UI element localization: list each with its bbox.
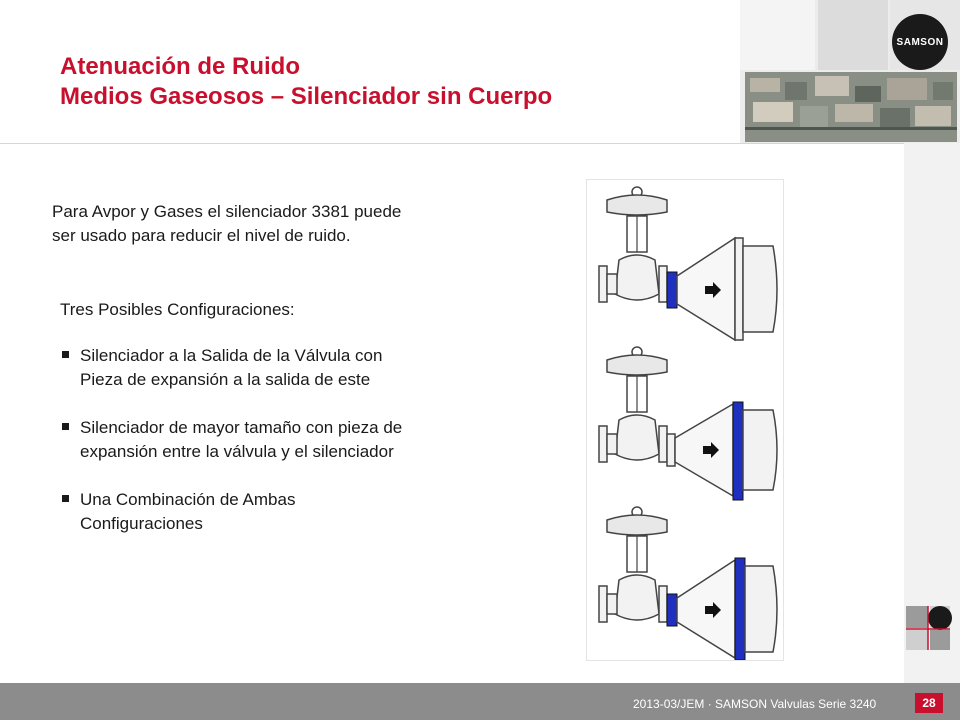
bullet-square-icon xyxy=(62,351,69,358)
bullet-square-icon xyxy=(62,423,69,430)
aerial-city-photo xyxy=(745,72,957,142)
configurations-heading: Tres Posibles Configuraciones: xyxy=(60,300,295,319)
list-item-line: Una Combinación de Ambas xyxy=(80,490,296,509)
list-item xyxy=(60,488,520,536)
samson-group-logo xyxy=(900,600,956,662)
configuration-3-drawing xyxy=(599,507,777,660)
list-item xyxy=(60,416,520,464)
list-item xyxy=(60,344,520,392)
list-item-line: Pieza de expansión a la salida de este xyxy=(80,370,371,389)
footer-text: 2013-03/JEM · SAMSON Valvulas Serie 3240 xyxy=(633,697,877,711)
configuration-1-drawing xyxy=(599,187,777,340)
configurations-list xyxy=(60,344,520,560)
list-item-line: Silenciador de mayor tamaño con pieza de xyxy=(80,418,403,437)
configuration-2-drawing xyxy=(599,347,777,500)
title-line-2: Medios Gaseosos – Silenciador sin Cuerpo xyxy=(60,83,553,110)
page-number: 28 xyxy=(915,693,943,713)
intro-line-1: Para Avpor y Gases el silenciador 3381 puede xyxy=(52,202,402,221)
list-item-line: expansión entre la válvula y el silenciador xyxy=(80,442,394,461)
valve-silencer-diagram xyxy=(586,179,784,661)
samson-logo: SAMSON xyxy=(892,14,948,70)
page-title xyxy=(60,52,552,112)
title-line-1: Atenuación de Ruido xyxy=(60,53,300,80)
bullet-square-icon xyxy=(62,495,69,502)
intro-line-2: ser usado para reducir el nivel de ruido. xyxy=(52,226,351,245)
intro-text xyxy=(52,200,512,248)
list-item-line: Silenciador a la Salida de la Válvula con xyxy=(80,346,383,365)
list-item-line: Configuraciones xyxy=(80,514,203,533)
